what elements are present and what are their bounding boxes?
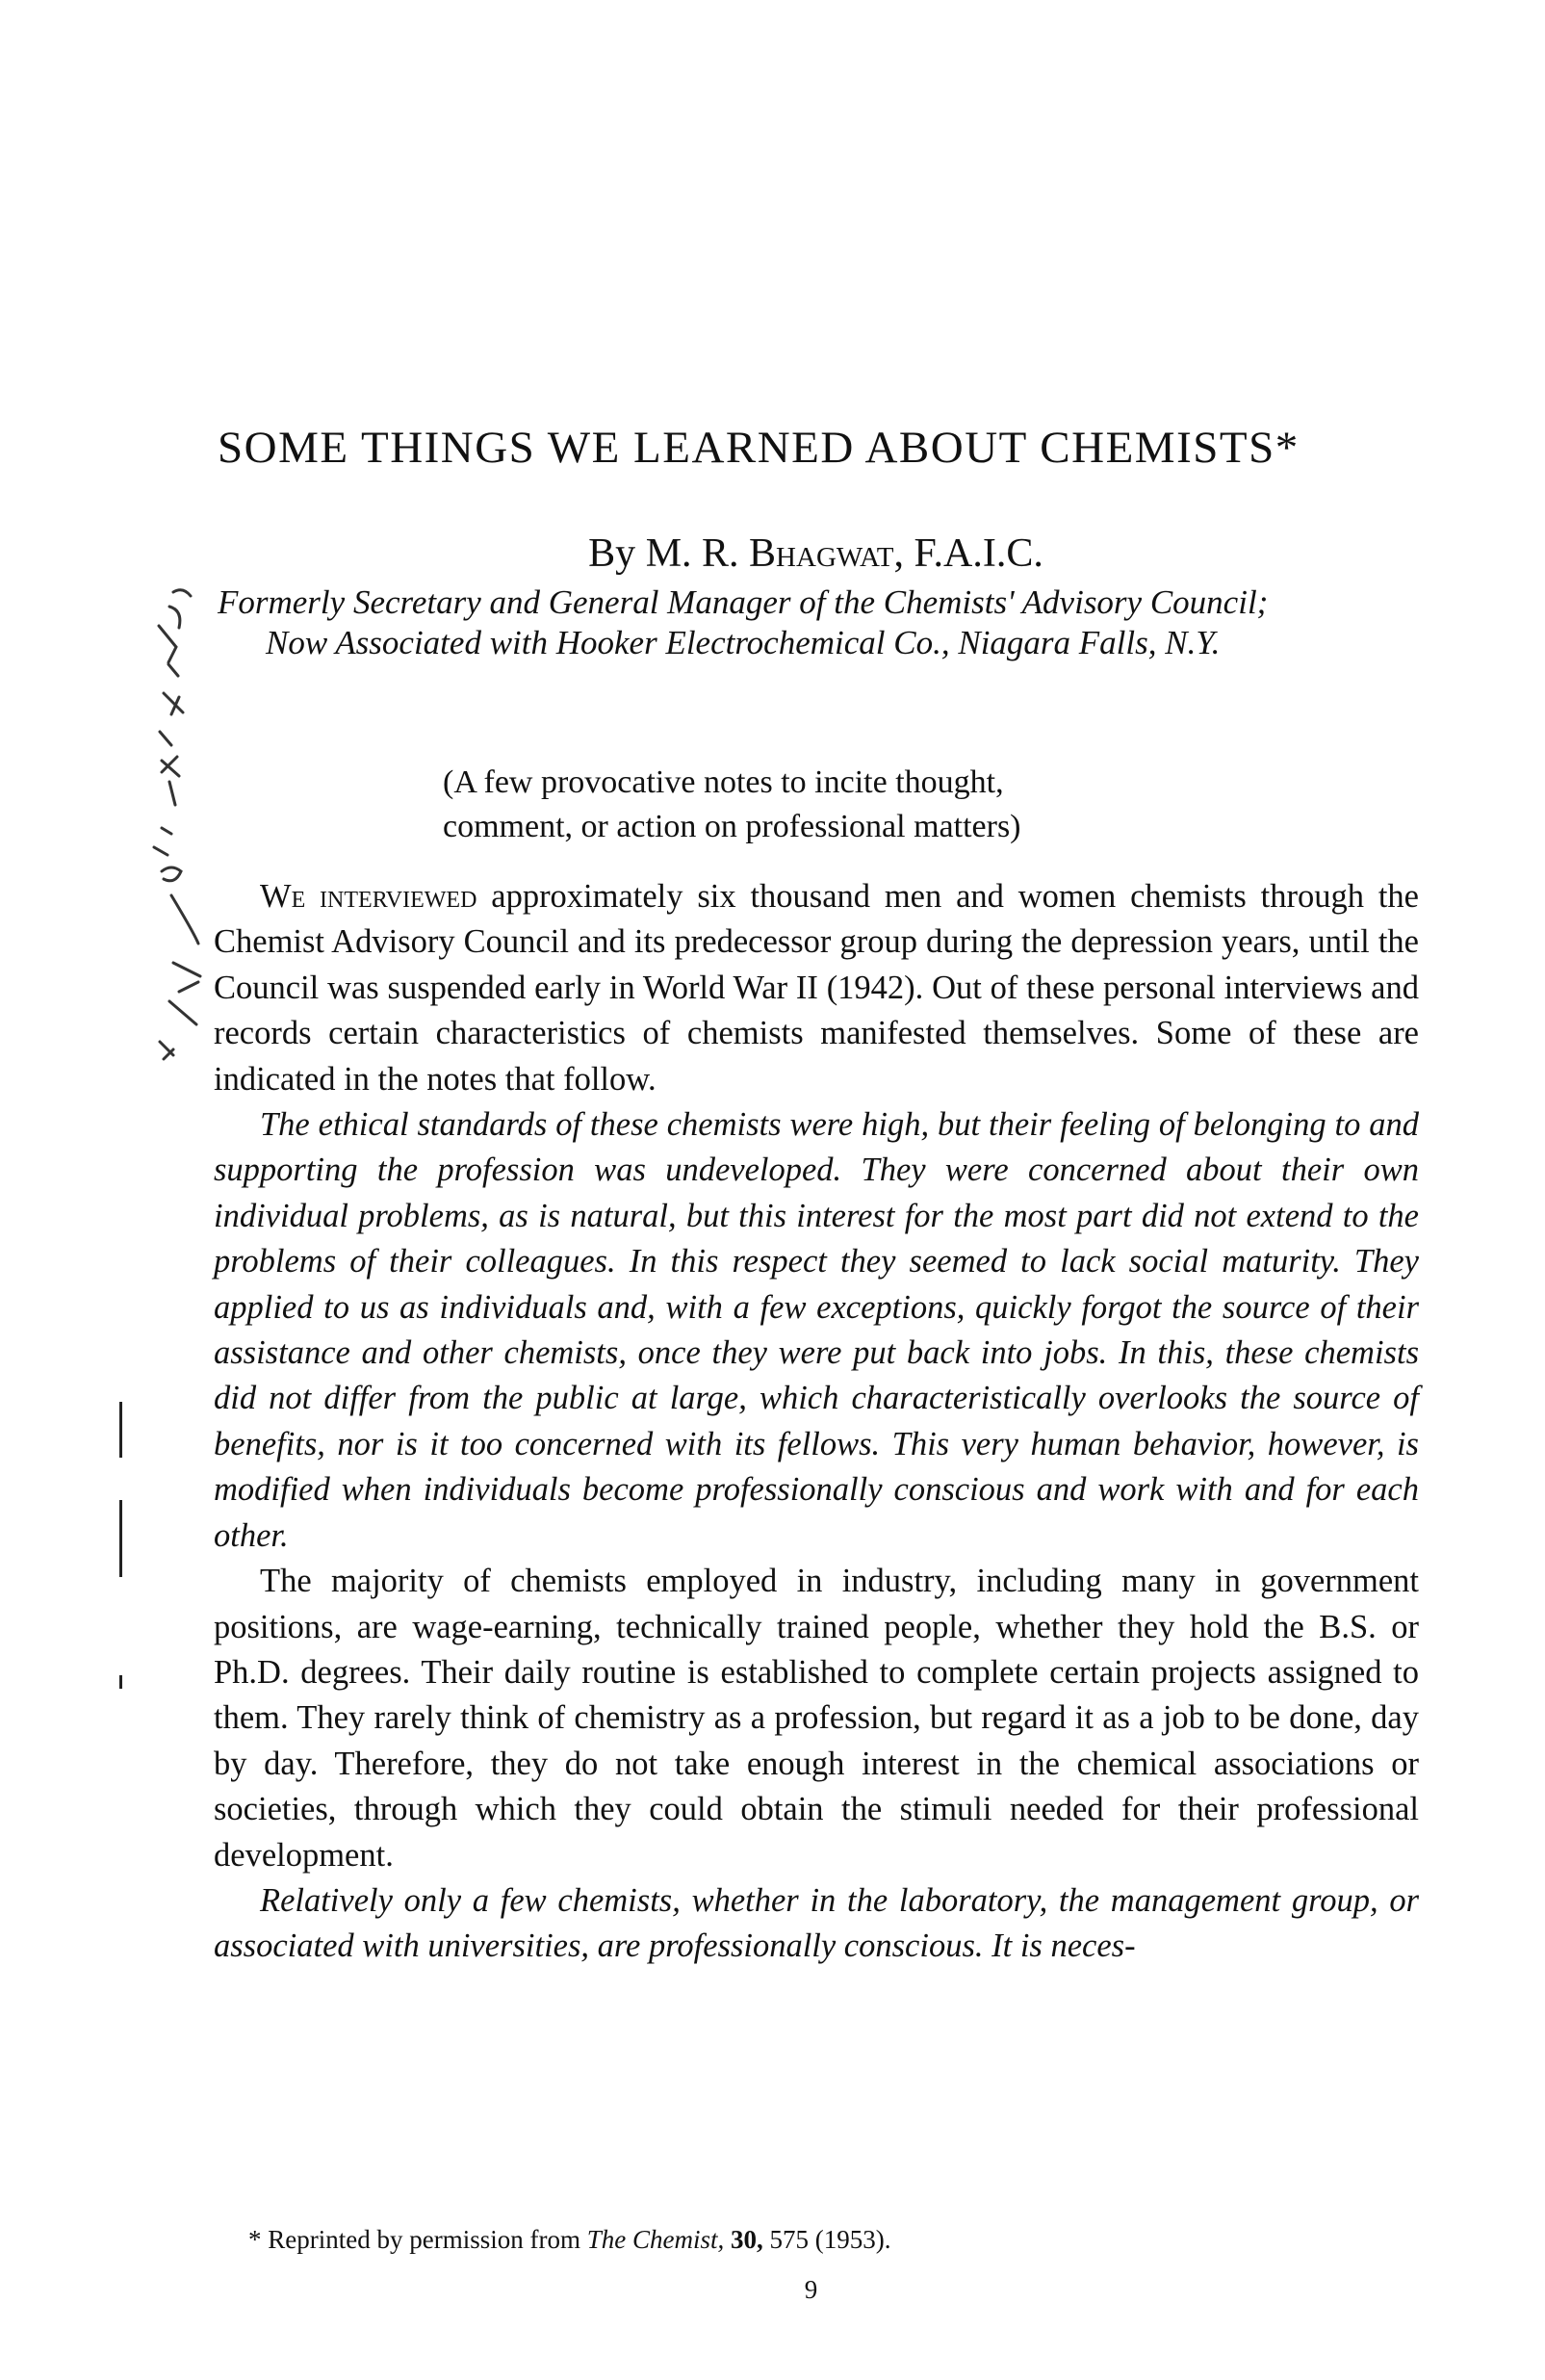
footnote bbox=[248, 2225, 1211, 2255]
paragraph-text: approximately six thousand men and women chemists through the Chemist Advisory Council and its predecessor group during the depression years, until the Council was suspended early in World War II (1942). Out of these personal interviews and records certain characteristics of chemists manifested themselves. Some of these are indicated in the notes that follow. bbox=[214, 878, 1419, 1098]
article-title: SOME THINGS WE LEARNED ABOUT CHEMISTS* bbox=[218, 423, 1300, 473]
body-paragraph: The majority of chemists employed in industry, including many in government positions, are wage-earning, technically trained people, whether they hold the B.S. or Ph.D. degrees. Their daily routine is established to complete certain projects assigned to them. They rarely think of chemistry as a profession, but regard it as a job to be done, day by day. Therefore, they do not take enough interest in the chemical associations or societies, through which they could obtain the stimuli needed for their professional development. bbox=[214, 1563, 1419, 1874]
footnote-pages: 575 (1953). bbox=[762, 2225, 891, 2254]
subtitle-line: comment, or action on professional matters) bbox=[443, 809, 1021, 844]
affiliation-line: Now Associated with Hooker Electrochemical Co., Niagara Falls, N.Y. bbox=[266, 624, 1221, 661]
margin-mark bbox=[119, 1402, 122, 1458]
footnote-prefix: * Reprinted by permission from bbox=[248, 2225, 587, 2254]
body-paragraph: The ethical standards of these chemists were high, but their feeling of belonging to and supporting the profession was undeveloped. They were concerned about their own individual problems, as is natural, but this interest for the most part did not extend to the problems of their colleagues. In this respect they seemed to lack social maturity. They applied to us as individuals and, with a few exceptions, quickly forgot the source of their assistance and other chemists, once they were put back into jobs. In this, these chemists did not differ from the public at large, which characteristically overlooks the source of benefits, nor is it too concerned with its fellows. This very human behavior, however, is modified when individuals become professionally conscious and work with and for each other. bbox=[214, 1106, 1419, 1554]
page-number: 9 bbox=[804, 2275, 818, 2304]
margin-mark bbox=[119, 1500, 122, 1577]
margin-mark bbox=[119, 1675, 122, 1689]
author-name: M. R. Bhagwat, bbox=[645, 531, 904, 576]
author-affiliation bbox=[218, 582, 1450, 663]
byline bbox=[0, 530, 1545, 577]
article-subtitle bbox=[443, 761, 1357, 849]
handwritten-marginalia bbox=[0, 0, 231, 1252]
footnote-journal: The Chemist, bbox=[586, 2225, 725, 2254]
footnote-volume: 30, bbox=[730, 2225, 763, 2254]
affiliation-line: Formerly Secretary and General Manager of the Chemists' Advisory Council; bbox=[218, 583, 1269, 621]
author-credentials: F.A.I.C. bbox=[914, 531, 1043, 576]
body-paragraph bbox=[214, 874, 1419, 1102]
article-body bbox=[214, 874, 1419, 1970]
body-paragraph: Relatively only a few chemists, whether in the laboratory, the management group, or associated with universities, are professionally conscious. It is neces- bbox=[214, 1881, 1419, 1965]
byline-prefix: By bbox=[588, 531, 636, 576]
lead-in: We interviewed bbox=[260, 878, 477, 915]
subtitle-line: (A few provocative notes to incite thought, bbox=[443, 764, 1004, 800]
